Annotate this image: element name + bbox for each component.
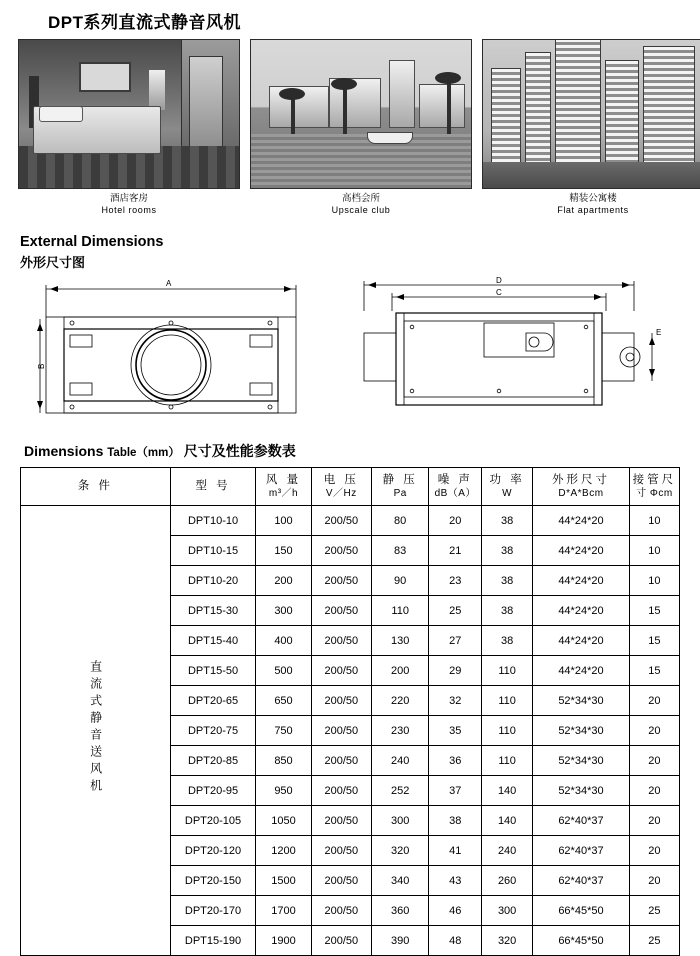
drawing-label-b: B	[37, 363, 46, 370]
cell-model: DPT20-65	[170, 686, 256, 716]
cell-power: 38	[482, 536, 533, 566]
cell-noise: 37	[429, 776, 482, 806]
header-voltage-l1: 电 压	[323, 474, 359, 487]
cell-pipe-size: 20	[629, 686, 679, 716]
drawing-label-c: C	[496, 288, 502, 298]
cell-power: 38	[482, 566, 533, 596]
table-heading	[24, 441, 690, 461]
cell-pipe-size: 15	[629, 596, 679, 626]
cell-static-pressure: 390	[371, 926, 428, 956]
header-condition-l1: 条 件	[77, 480, 113, 493]
header-power-l2: W	[502, 487, 513, 499]
cell-power: 110	[482, 716, 533, 746]
header-voltage	[311, 468, 371, 506]
cell-noise: 23	[429, 566, 482, 596]
spec-table-head	[21, 468, 680, 506]
cell-pipe-size: 20	[629, 866, 679, 896]
header-airflow-l2: m³／h	[268, 487, 299, 499]
cell-pipe-size: 25	[629, 896, 679, 926]
cell-power: 38	[482, 596, 533, 626]
cell-dimensions: 62*40*37	[533, 836, 630, 866]
cell-voltage: 200/50	[311, 746, 371, 776]
cell-pipe-size: 15	[629, 656, 679, 686]
cell-airflow: 200	[256, 566, 311, 596]
cell-power: 140	[482, 806, 533, 836]
cell-static-pressure: 220	[371, 686, 428, 716]
photo-cell-flat-apartments	[482, 39, 700, 216]
cell-noise: 36	[429, 746, 482, 776]
photo-caption-en: Hotel rooms	[101, 204, 157, 215]
header-voltage-l2: V／Hz	[325, 487, 357, 499]
condition-label: 直流式静音送风机	[88, 659, 103, 796]
header-static-pressure	[371, 468, 428, 506]
cell-noise: 43	[429, 866, 482, 896]
cell-voltage: 200/50	[311, 776, 371, 806]
cell-airflow: 1200	[256, 836, 311, 866]
cell-static-pressure: 130	[371, 626, 428, 656]
cell-model: DPT10-10	[170, 506, 256, 536]
cell-noise: 27	[429, 626, 482, 656]
cell-pipe-size: 15	[629, 626, 679, 656]
cell-airflow: 1500	[256, 866, 311, 896]
cell-noise: 29	[429, 656, 482, 686]
cell-power: 260	[482, 866, 533, 896]
cell-voltage: 200/50	[311, 656, 371, 686]
cell-static-pressure: 252	[371, 776, 428, 806]
cell-model: DPT20-120	[170, 836, 256, 866]
section-heading-en: External Dimensions	[20, 234, 164, 251]
cell-pipe-size: 10	[629, 536, 679, 566]
cell-model: DPT15-190	[170, 926, 256, 956]
header-model-l1: 型 号	[195, 480, 231, 493]
table-heading-cn: 尺寸及性能参数表	[183, 443, 296, 460]
photo-caption-cn: 酒店客房	[109, 193, 148, 204]
cell-model: DPT15-30	[170, 596, 256, 626]
header-noise-l2: dB（A）	[434, 487, 476, 499]
cell-pipe-size: 10	[629, 506, 679, 536]
cell-noise: 25	[429, 596, 482, 626]
cell-model: DPT15-40	[170, 626, 256, 656]
cell-airflow: 1900	[256, 926, 311, 956]
cell-pipe-size: 20	[629, 716, 679, 746]
cell-static-pressure: 300	[371, 806, 428, 836]
cell-airflow: 650	[256, 686, 311, 716]
cell-airflow: 1700	[256, 896, 311, 926]
cell-noise: 20	[429, 506, 482, 536]
cell-model: DPT10-20	[170, 566, 256, 596]
photo-caption-en: Flat apartments	[557, 204, 629, 215]
technical-drawings	[10, 277, 690, 427]
drawing-label-d: D	[496, 277, 502, 286]
cell-static-pressure: 340	[371, 866, 428, 896]
cell-power: 300	[482, 896, 533, 926]
cell-power: 38	[482, 506, 533, 536]
cell-airflow: 1050	[256, 806, 311, 836]
cell-model: DPT10-15	[170, 536, 256, 566]
cell-dimensions: 52*34*30	[533, 746, 630, 776]
cell-voltage: 200/50	[311, 626, 371, 656]
photo-caption	[482, 193, 700, 216]
header-model	[170, 468, 256, 506]
cell-noise: 46	[429, 896, 482, 926]
cell-dimensions: 66*45*50	[533, 926, 630, 956]
cell-noise: 38	[429, 806, 482, 836]
page-root	[0, 8, 700, 956]
header-pipe-size	[629, 468, 679, 506]
cell-dimensions: 44*24*20	[533, 626, 630, 656]
cell-model: DPT20-105	[170, 806, 256, 836]
photo-caption-en: Upscale club	[331, 204, 391, 215]
cell-static-pressure: 360	[371, 896, 428, 926]
cell-voltage: 200/50	[311, 686, 371, 716]
cell-static-pressure: 320	[371, 836, 428, 866]
cell-voltage: 200/50	[311, 716, 371, 746]
cell-voltage: 200/50	[311, 836, 371, 866]
photo-caption-cn: 高档会所	[341, 193, 380, 204]
cell-noise: 35	[429, 716, 482, 746]
cell-static-pressure: 230	[371, 716, 428, 746]
cell-power: 38	[482, 626, 533, 656]
cell-airflow: 950	[256, 776, 311, 806]
cell-voltage: 200/50	[311, 566, 371, 596]
photo-strip	[18, 39, 700, 216]
photo-hotel-rooms	[18, 39, 240, 189]
cell-dimensions: 66*45*50	[533, 896, 630, 926]
header-airflow-l1: 风 量	[265, 474, 302, 487]
cell-model: DPT20-95	[170, 776, 256, 806]
cell-static-pressure: 90	[371, 566, 428, 596]
cell-voltage: 200/50	[311, 536, 371, 566]
cell-dimensions: 62*40*37	[533, 866, 630, 896]
header-airflow	[256, 468, 311, 506]
cell-airflow: 400	[256, 626, 311, 656]
photo-cell-hotel-rooms	[18, 39, 240, 216]
photo-flat-apartments	[482, 39, 700, 189]
cell-dimensions: 44*24*20	[533, 566, 630, 596]
drawing-label-e: E	[656, 328, 662, 338]
cell-airflow: 850	[256, 746, 311, 776]
cell-pipe-size: 20	[629, 746, 679, 776]
cell-model: DPT20-85	[170, 746, 256, 776]
header-noise-l1: 噪 声	[437, 474, 473, 487]
drawing-side-view	[334, 277, 664, 427]
cell-power: 110	[482, 656, 533, 686]
cell-voltage: 200/50	[311, 866, 371, 896]
cell-power: 110	[482, 746, 533, 776]
cell-dimensions: 62*40*37	[533, 806, 630, 836]
cell-pipe-size: 20	[629, 776, 679, 806]
page-title: DPT系列直流式静音风机	[48, 13, 241, 32]
cell-noise: 21	[429, 536, 482, 566]
cell-static-pressure: 200	[371, 656, 428, 686]
cell-pipe-size: 20	[629, 806, 679, 836]
cell-airflow: 150	[256, 536, 311, 566]
cell-voltage: 200/50	[311, 806, 371, 836]
cell-noise: 41	[429, 836, 482, 866]
cell-voltage: 200/50	[311, 926, 371, 956]
cell-model: DPT20-170	[170, 896, 256, 926]
header-static-pressure-l2: Pa	[393, 487, 407, 499]
cell-voltage: 200/50	[311, 596, 371, 626]
spec-table-body	[21, 506, 680, 956]
cell-static-pressure: 240	[371, 746, 428, 776]
cell-pipe-size: 20	[629, 836, 679, 866]
cell-dimensions: 52*34*30	[533, 776, 630, 806]
cell-dimensions: 44*24*20	[533, 596, 630, 626]
photo-upscale-club	[250, 39, 472, 189]
cell-airflow: 100	[256, 506, 311, 536]
drawing-label-a: A	[166, 279, 172, 289]
table-heading-en: Dimensions	[24, 443, 104, 460]
cell-power: 240	[482, 836, 533, 866]
cell-static-pressure: 110	[371, 596, 428, 626]
header-pipe-size-l2: 寸 Φcm	[636, 487, 673, 499]
cell-power: 140	[482, 776, 533, 806]
table-heading-unit: Table（mm）	[107, 447, 180, 460]
cell-condition	[21, 506, 171, 956]
cell-voltage: 200/50	[311, 506, 371, 536]
photo-caption	[18, 193, 240, 216]
cell-power: 320	[482, 926, 533, 956]
cell-model: DPT20-150	[170, 866, 256, 896]
cell-voltage: 200/50	[311, 896, 371, 926]
section-heading-dimensions	[20, 234, 690, 271]
cell-noise: 48	[429, 926, 482, 956]
header-power	[482, 468, 533, 506]
photo-caption	[250, 193, 472, 216]
header-power-l1: 功 率	[489, 474, 525, 487]
cell-dimensions: 44*24*20	[533, 536, 630, 566]
header-condition	[21, 468, 171, 506]
cell-pipe-size: 10	[629, 566, 679, 596]
cell-power: 110	[482, 686, 533, 716]
header-dimensions-l2: D*A*Bcm	[558, 487, 604, 499]
cell-noise: 32	[429, 686, 482, 716]
header-noise	[429, 468, 482, 506]
photo-cell-upscale-club	[250, 39, 472, 216]
cell-model: DPT15-50	[170, 656, 256, 686]
header-static-pressure-l1: 静 压	[382, 474, 418, 487]
drawing-front-view	[36, 277, 316, 427]
cell-airflow: 750	[256, 716, 311, 746]
header-dimensions-l1: 外形尺寸	[551, 474, 610, 487]
cell-dimensions: 52*34*30	[533, 686, 630, 716]
cell-airflow: 500	[256, 656, 311, 686]
section-heading-cn: 外形尺寸图	[20, 255, 86, 271]
cell-static-pressure: 80	[371, 506, 428, 536]
cell-pipe-size: 25	[629, 926, 679, 956]
photo-caption-cn: 精装公寓楼	[569, 193, 617, 204]
cell-dimensions: 52*34*30	[533, 716, 630, 746]
cell-static-pressure: 83	[371, 536, 428, 566]
cell-airflow: 300	[256, 596, 311, 626]
table-row	[21, 506, 680, 536]
header-dimensions	[533, 468, 630, 506]
cell-dimensions: 44*24*20	[533, 656, 630, 686]
cell-dimensions: 44*24*20	[533, 506, 630, 536]
spec-table-header-row	[21, 468, 680, 506]
header-pipe-size-l1: 接管尺	[632, 474, 677, 487]
cell-model: DPT20-75	[170, 716, 256, 746]
